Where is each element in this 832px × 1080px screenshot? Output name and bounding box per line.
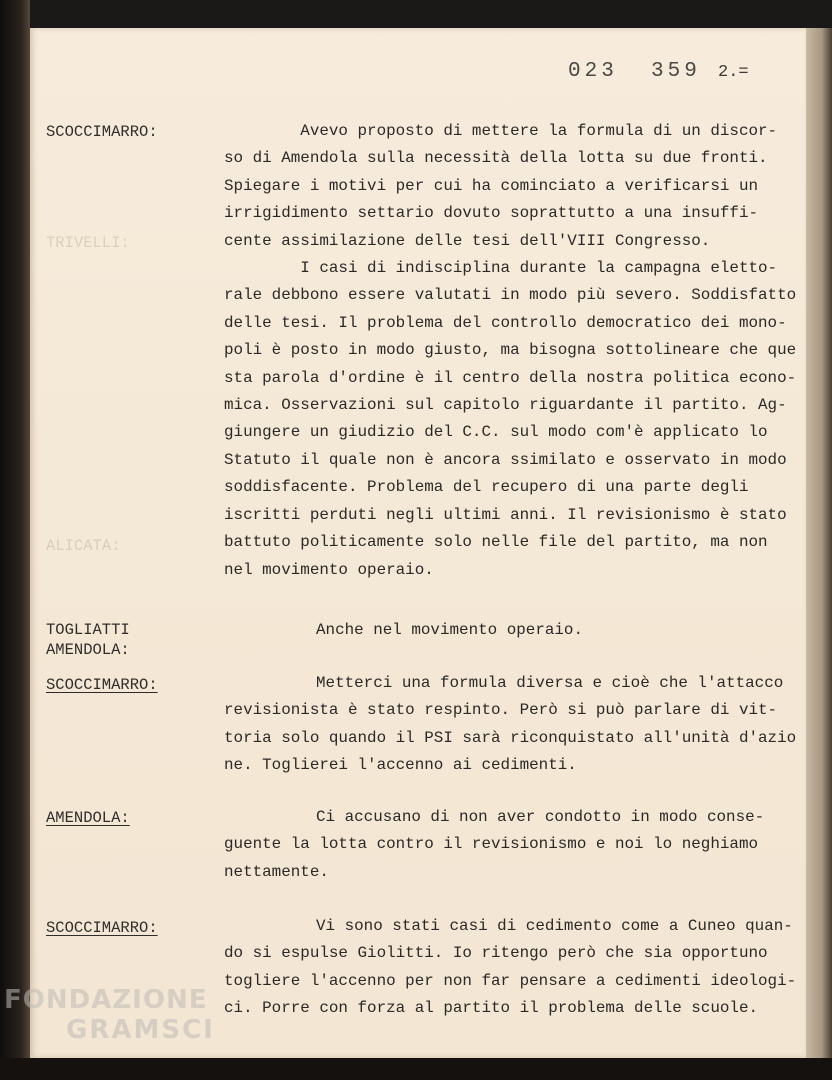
text-line: ne. Toglierei l'accenno ai cedimenti. bbox=[224, 756, 577, 775]
text-line: do si espulse Giolitti. Io ritengo però che sia opportuno bbox=[224, 944, 768, 963]
watermark-line-1: FONDAZIONE bbox=[4, 985, 208, 1015]
text-line: Metterci una formula diversa e cioè che l'attacco bbox=[316, 674, 784, 692]
speaker-name: AMENDOLA: bbox=[46, 809, 130, 827]
text-line: Anche nel movimento operaio. bbox=[316, 621, 584, 639]
speaker-label-amendola bbox=[46, 808, 130, 828]
speech-scoccimarro-2 bbox=[224, 670, 796, 780]
text-line: poli è posto in modo giusto, ma bisogna sottolineare che que bbox=[224, 341, 797, 360]
ghost-label-alicata: ALICATA: bbox=[46, 537, 121, 555]
archive-stamp-number: 023 359 bbox=[568, 60, 701, 83]
text-line: Ci accusano di non aver condotto in modo conse- bbox=[316, 808, 765, 826]
text-line: guente la lotta contro il revisionismo e noi lo neghiamo bbox=[224, 835, 759, 854]
text-line: Statuto il quale non è ancora ssimilato e osservato in modo bbox=[224, 450, 787, 469]
text-line: so di Amendola sulla necessità della lotta su due fronti. bbox=[224, 149, 768, 168]
text-line: revisionista è stato respinto. Però si può parlare di vit- bbox=[224, 701, 778, 720]
text-line: irrigidimento settario dovuto soprattutto a una insuffi- bbox=[224, 204, 759, 223]
speaker-name: SCOCCIMARRO: bbox=[46, 919, 158, 937]
text-line: Spiegare i motivi per cui ha cominciato a verificarsi un bbox=[224, 176, 759, 195]
text-line: togliere l'accenno per non far pensare a cedimenti ideologi- bbox=[224, 971, 797, 990]
text-line: ci. Porre con forza al partito il problema delle scuole. bbox=[224, 999, 759, 1018]
speaker-label-scoccimarro bbox=[46, 918, 158, 938]
text-line: soddisfacente. Problema del recupero di una parte degli bbox=[224, 478, 749, 497]
text-line: toria solo quando il PSI sarà riconquistato all'unità d'azio bbox=[224, 728, 797, 747]
page-number: 2.= bbox=[718, 63, 749, 82]
fondazione-gramsci-watermark bbox=[4, 985, 215, 1045]
speech-scoccimarro-1 bbox=[224, 118, 796, 584]
text-line: mica. Osservazioni sul capitolo riguardante il partito. Ag- bbox=[224, 396, 787, 415]
speech-togliatti-amendola bbox=[316, 617, 796, 644]
scan-bottom-shadow bbox=[0, 1058, 832, 1080]
speaker-name: SCOCCIMARRO: bbox=[46, 676, 158, 694]
speaker-name: SCOCCIMARRO: bbox=[46, 123, 158, 141]
text-line: Avevo proposto di mettere la formula di un discor- bbox=[224, 122, 778, 140]
text-line: delle tesi. Il problema del controllo democratico dei mono- bbox=[224, 313, 787, 332]
text-line: nettamente. bbox=[224, 862, 329, 881]
text-line: giungere un giudizio del C.C. sul modo com'è applicato lo bbox=[224, 423, 768, 442]
speech-amendola bbox=[224, 804, 796, 886]
scan-right-edge bbox=[806, 28, 832, 1058]
text-line: rale debbono essere valutati in modo più severo. Soddisfatto bbox=[224, 286, 797, 305]
speaker-label-scoccimarro bbox=[46, 675, 158, 695]
text-line: I casi di indisciplina durante la campagna eletto- bbox=[224, 259, 778, 278]
text-line: Vi sono stati casi di cedimento come a Cuneo quan- bbox=[316, 917, 793, 935]
text-line: nel movimento operaio. bbox=[224, 560, 434, 579]
text-line: iscritti perduti negli ultimi anni. Il revisionismo è stato bbox=[224, 505, 787, 524]
text-line: sta parola d'ordine è il centro della nostra politica econo- bbox=[224, 368, 797, 387]
speaker-label-togliatti-amendola: TOGLIATTI AMENDOLA: bbox=[46, 621, 130, 659]
speech-scoccimarro-3 bbox=[224, 913, 796, 1023]
text-line: cente assimilazione delle tesi dell'VIII Congresso. bbox=[224, 231, 711, 250]
ghost-label-trivelli: TRIVELLI: bbox=[46, 234, 130, 252]
scan-left-shadow bbox=[0, 0, 30, 1080]
text-line: battuto politicamente solo nelle file del partito, ma non bbox=[224, 533, 768, 552]
watermark-line-2: GRAMSCI bbox=[66, 1015, 215, 1045]
speaker-label-scoccimarro bbox=[46, 122, 158, 142]
